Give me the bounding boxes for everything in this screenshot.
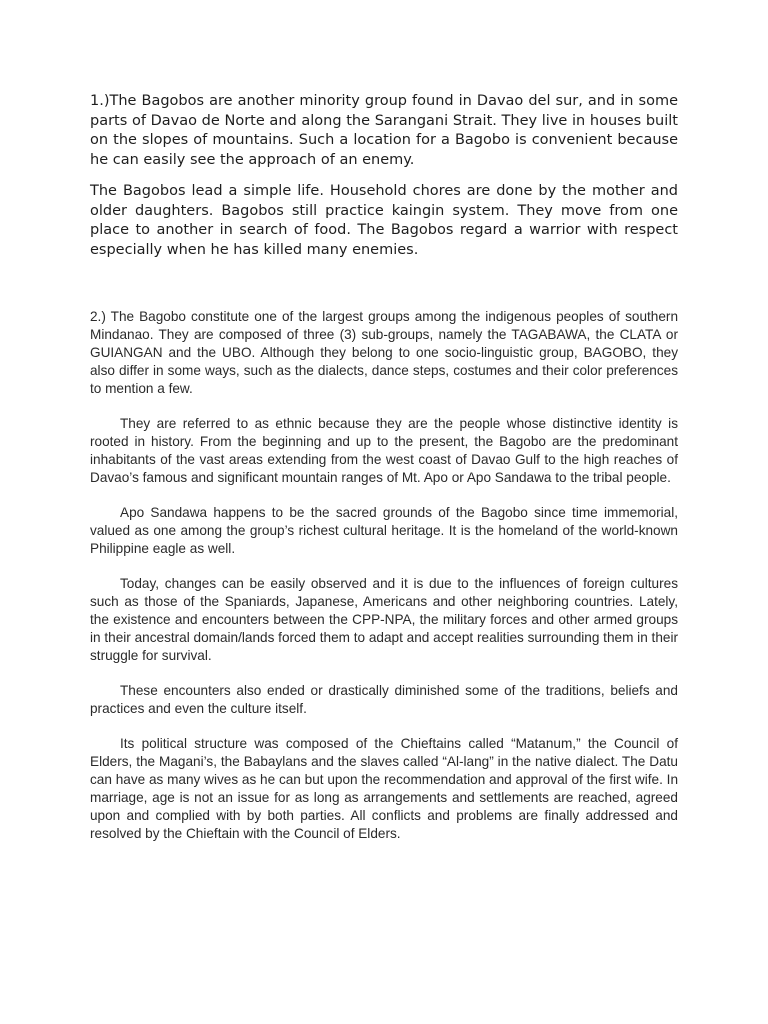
paragraph-political-structure: Its political structure was composed of the Chieftains called “Matanum,” the Council of Elders, the Magani’s, the Babaylans and the slaves called “Al-lang” in the native dialect. The Datu can have as many wives as he can but upon the recommendation and approval of the first wife. In marriage, age is not an issue for as long as arrangements and settlements are reached, agreed upon and complied with by both parties. All conflicts and problems are finally addressed and resolved by the Chieftain with the Council of Elders.	[90, 736, 678, 841]
paragraph-foreign-influences: Today, changes can be easily observed and it is due to the influences of foreign cultures such as those of the Spaniards, Japanese, Americans and other neighboring countries. Lately, the existence and encounters between the CPP-NPA, the military forces and other armed groups in their ancestral domain/lands forced them to adapt and accept realities surrounding them in their struggle for survival.	[90, 576, 678, 663]
paragraph-bagobo-groups: 2.) The Bagobo constitute one of the largest groups among the indigenous peoples of southern Mindanao. They are composed of three (3) sub-groups, namely the TAGABAWA, the CLATA or GUIANGAN and the UBO. Although they belong to one socio-linguistic group, BAGOBO, they also differ in some ways, such as the dialects, dance steps, costumes and their color preferences to mention a few.	[90, 309, 678, 396]
paragraph-bagobo-location: 1.)The Bagobos are another minority group found in Davao del sur, and in some parts of Davao de Norte and along the Sarangani Strait. They live in houses built on the slopes of mountains. Such a location for a Bagobo is convenient because he can easily see the approach of an enemy.	[90, 93, 678, 168]
paragraph-ethnic-identity: They are referred to as ethnic because they are the people whose distinctive identity is rooted in history. From the beginning and up to the present, the Bagobo are the predominant inhabitants of the vast areas extending from the west coast of Davao Gulf to the high reaches of Davao’s famous and significant mountain ranges of Mt. Apo or Apo Sandawa to the tribal people.	[90, 416, 678, 485]
paragraph-bagobo-life: The Bagobos lead a simple life. Household chores are done by the mother and older daughters. Bagobos still practice kaingin system. They move from one place to another in search of food. The Bagobos regard a warrior with respect especially when he has killed many enemies.	[90, 183, 678, 258]
section-one	[90, 92, 678, 272]
section-two	[90, 308, 678, 860]
paragraph-encounters: These encounters also ended or drastically diminished some of the traditions, beliefs and practices and even the culture itself.	[90, 683, 678, 716]
paragraph-apo-sandawa: Apo Sandawa happens to be the sacred grounds of the Bagobo since time immemorial, valued as one among the group’s richest cultural heritage. It is the homeland of the world-known Philippine eagle as well.	[90, 505, 678, 556]
